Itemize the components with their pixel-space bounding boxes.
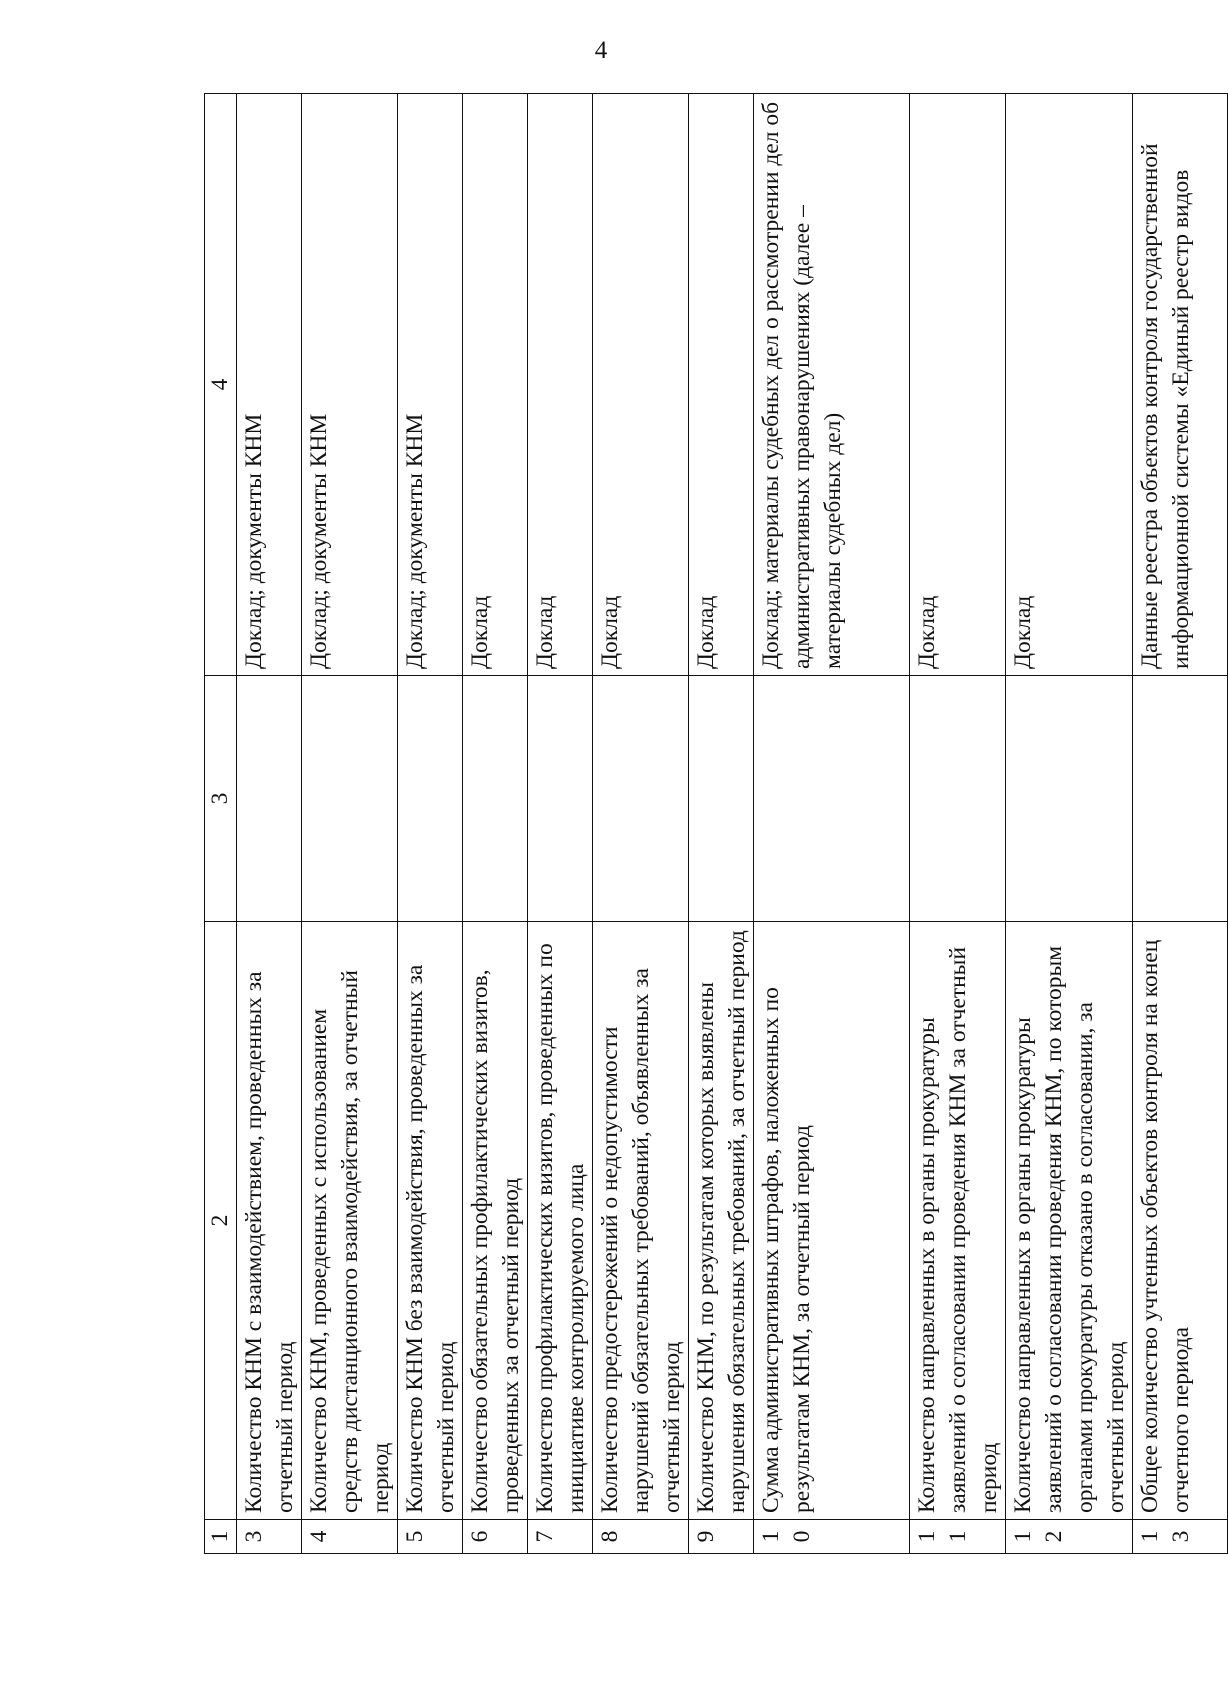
rotated-table-content <box>204 94 1194 1554</box>
row-number: 5 <box>398 1520 463 1554</box>
row-number: 13 <box>1133 1520 1228 1554</box>
empty-cell <box>910 676 1006 922</box>
empty-cell <box>754 676 910 922</box>
table-row <box>463 94 528 1554</box>
empty-cell <box>528 676 593 922</box>
indicator-cell: Количество предостережений о недопустимости нарушений обязательных требований, объявленных за отчетный период <box>593 922 689 1520</box>
table-body <box>205 94 1228 1554</box>
indicator-cell: Количество направленных в органы прокуратуры заявлений о согласовании проведения КНМ за отчетный период <box>910 922 1006 1520</box>
source-cell: Данные реестра объектов контроля государственной информационной системы «Единый реестр видов <box>1133 94 1228 676</box>
indicator-cell: Количество КНМ без взаимодействия, проведенных за отчетный период <box>398 922 463 1520</box>
source-cell: Доклад <box>1006 94 1133 676</box>
row-number: 11 <box>910 1520 1006 1554</box>
indicator-cell: Общее количество учтенных объектов контроля на конец отчетного периода <box>1133 922 1228 1520</box>
table-row <box>302 94 398 1554</box>
row-number: 7 <box>528 1520 593 1554</box>
row-number: 6 <box>463 1520 528 1554</box>
indicator-cell: Количество КНМ, проведенных с использованием средств дистанционного взаимодействия, за отчетный период <box>302 922 398 1520</box>
row-number: 4 <box>302 1520 398 1554</box>
indicator-cell: Сумма административных штрафов, наложенных по результатам КНМ, за отчетный период <box>754 922 910 1520</box>
source-cell: Доклад <box>910 94 1006 676</box>
column-header-4: 4 <box>205 94 237 676</box>
table-header-row <box>205 94 237 1554</box>
indicator-cell: Количество КНМ с взаимодействием, проведенных за отчетный период <box>237 922 302 1520</box>
empty-cell <box>1006 676 1133 922</box>
row-number: 9 <box>689 1520 754 1554</box>
row-number: 8 <box>593 1520 689 1554</box>
table-row <box>593 94 689 1554</box>
indicator-cell: Количество направленных в органы прокуратуры заявлений о согласовании проведения КНМ, по которым органами прокуратуры отказано в согласовании, за отчетный период <box>1006 922 1133 1520</box>
source-cell: Доклад; документы КНМ <box>398 94 463 676</box>
table-row <box>528 94 593 1554</box>
column-header-3: 3 <box>205 676 237 922</box>
source-cell: Доклад; документы КНМ <box>302 94 398 676</box>
column-header-2: 2 <box>205 922 237 1520</box>
empty-cell <box>1133 676 1228 922</box>
empty-cell <box>398 676 463 922</box>
source-cell: Доклад <box>689 94 754 676</box>
row-number: 10 <box>754 1520 910 1554</box>
table-row <box>689 94 754 1554</box>
empty-cell <box>302 676 398 922</box>
source-cell: Доклад <box>463 94 528 676</box>
source-cell: Доклад; документы КНМ <box>237 94 302 676</box>
indicator-cell: Количество КНМ, по результатам которых выявлены нарушения обязательных требований, за отчетный период <box>689 922 754 1520</box>
empty-cell <box>463 676 528 922</box>
source-cell: Доклад <box>593 94 689 676</box>
source-cell: Доклад <box>528 94 593 676</box>
empty-cell <box>593 676 689 922</box>
table-row <box>398 94 463 1554</box>
table-row <box>1006 94 1133 1554</box>
table-row <box>237 94 302 1554</box>
row-number: 12 <box>1006 1520 1133 1554</box>
empty-cell <box>237 676 302 922</box>
indicator-cell: Количество обязательных профилактических визитов, проведенных за отчетный период <box>463 922 528 1520</box>
source-cell: Доклад; материалы судебных дел о рассмотрении дел об административных правонарушениях (далее – материалы судебных дел) <box>754 94 910 676</box>
page-number: 4 <box>594 37 608 64</box>
rotated-table-frame <box>204 94 1194 1554</box>
row-number: 3 <box>237 1520 302 1554</box>
indicators-table <box>204 93 1228 1554</box>
indicator-cell: Количество профилактических визитов, проведенных по инициативе контролируемого лица <box>528 922 593 1520</box>
column-header-1: 1 <box>205 1520 237 1554</box>
table-row <box>910 94 1006 1554</box>
table-row <box>1133 94 1228 1554</box>
empty-cell <box>689 676 754 922</box>
table-row <box>754 94 910 1554</box>
